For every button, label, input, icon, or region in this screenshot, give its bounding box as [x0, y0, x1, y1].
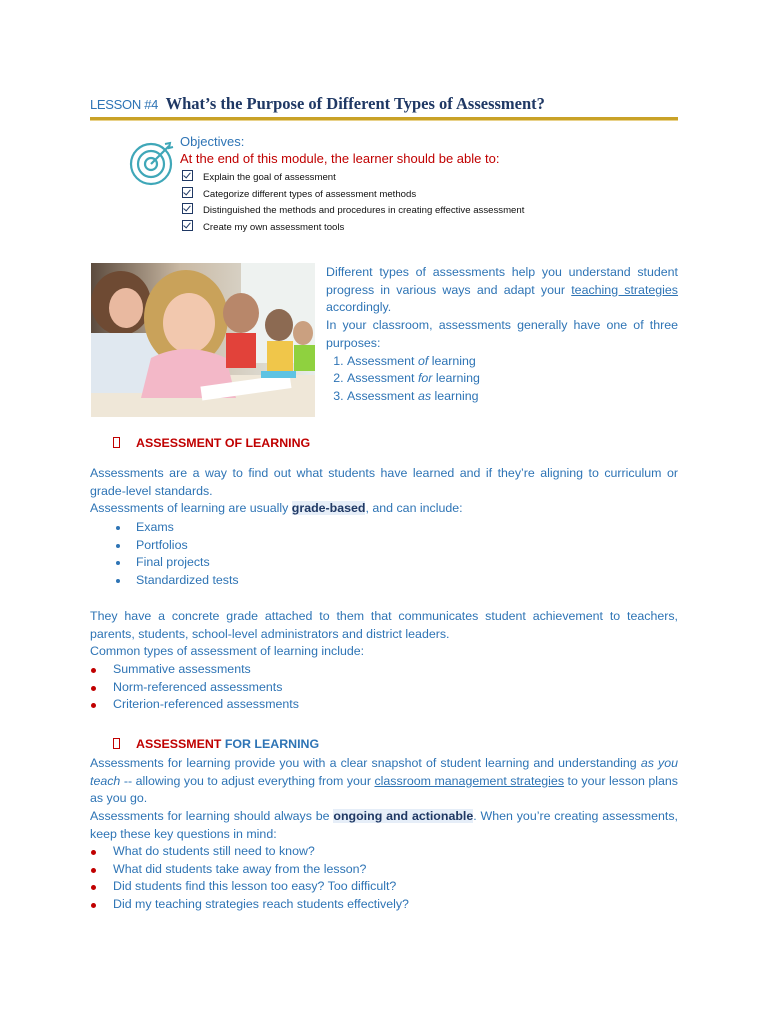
list-item: What do students still need to know?	[90, 843, 409, 861]
list-item: Norm-referenced assessments	[90, 679, 299, 697]
list-item: Portfolios	[112, 537, 239, 555]
list-item: What did students take away from the lesson?	[90, 861, 409, 879]
purposes-list	[326, 353, 678, 406]
lesson-title: What’s the Purpose of Different Types of Assessment?	[165, 94, 545, 113]
list-item: Final projects	[112, 554, 239, 572]
checkbox-checked-icon	[182, 187, 193, 198]
list-item: Summative assessments	[90, 661, 299, 679]
lesson-header	[90, 94, 678, 114]
includes-list	[112, 519, 239, 590]
types-list	[90, 661, 299, 714]
purpose-item: 1. Assessment of learning	[347, 353, 678, 371]
objectives-heading: Objectives:	[180, 134, 245, 149]
classroom-management-link[interactable]: classroom management strategies	[374, 773, 565, 788]
objectives-box	[90, 134, 525, 236]
list-item: Criterion-referenced assessments	[90, 696, 299, 714]
intro-paragraph-1: Different types of assessments help you understand student progress in various ways and adapt your teaching strategies accordingly.	[326, 265, 679, 315]
purpose-item: 2. Assessment for learning	[347, 370, 678, 388]
lesson-tag: LESSON #4	[90, 97, 159, 112]
questions-list	[90, 843, 409, 914]
section1-paragraph-4: Common types of assessment of learning include:	[90, 644, 365, 659]
heading-box-icon	[113, 738, 120, 749]
list-item: Did my teaching strategies reach students effectively?	[90, 896, 409, 914]
list-item: Did students find this lesson too easy? Too difficult?	[90, 878, 409, 896]
checkbox-checked-icon	[182, 203, 193, 214]
intro-text	[326, 264, 678, 406]
objective-item: Categorize different types of assessment methods	[182, 187, 524, 204]
objective-item: Distinguished the methods and procedures in creating effective assessment	[182, 203, 524, 220]
objectives-intro: At the end of this module, the learner should be able to:	[180, 151, 500, 166]
section1-paragraph-3: They have a concrete grade attached to them that communicates student achievement to teachers, parents, students, school-level administrators and district leaders.	[90, 609, 678, 641]
classroom-photo	[91, 263, 315, 417]
list-item: Standardized tests	[112, 572, 239, 590]
checkbox-checked-icon	[182, 170, 193, 181]
objective-item: Create my own assessment tools	[182, 220, 524, 237]
section1-paragraph-1: Assessments are a way to find out what students have learned and if they’re aligning to curriculum or grade-level standards.	[90, 466, 678, 498]
objectives-list	[182, 170, 524, 236]
objective-item: Explain the goal of assessment	[182, 170, 524, 187]
intro-paragraph-2: In your classroom, assessments generally have one of three purposes:	[326, 318, 678, 350]
section1-intro	[90, 465, 678, 518]
section2-text	[90, 755, 678, 844]
purpose-item: 3. Assessment as learning	[347, 388, 678, 406]
title-rule	[90, 117, 678, 121]
section2-paragraph-1: Assessments for learning provide you with a clear snapshot of student learning and understanding as you teach -- allowing you to adjust everything from your classroom management strategies to your lesson plans as you go.	[90, 756, 678, 806]
teaching-strategies-link[interactable]: teaching strategies	[571, 282, 679, 297]
target-icon	[125, 137, 177, 189]
checkbox-checked-icon	[182, 220, 193, 231]
list-item: Exams	[112, 519, 239, 537]
section-heading-assessment-of-learning: ASSESSMENT OF LEARNING	[113, 436, 310, 450]
section-heading-assessment-for-learning: ASSESSMENT FOR LEARNING	[113, 737, 319, 751]
heading-box-icon	[113, 437, 120, 448]
section1-paragraph-2: Assessments of learning are usually grade-based, and can include:	[90, 501, 463, 516]
section2-paragraph-2: Assessments for learning should always be ongoing and actionable. When you’re creating assessments, keep these key questions in mind:	[90, 809, 678, 841]
section1-details	[90, 608, 678, 661]
